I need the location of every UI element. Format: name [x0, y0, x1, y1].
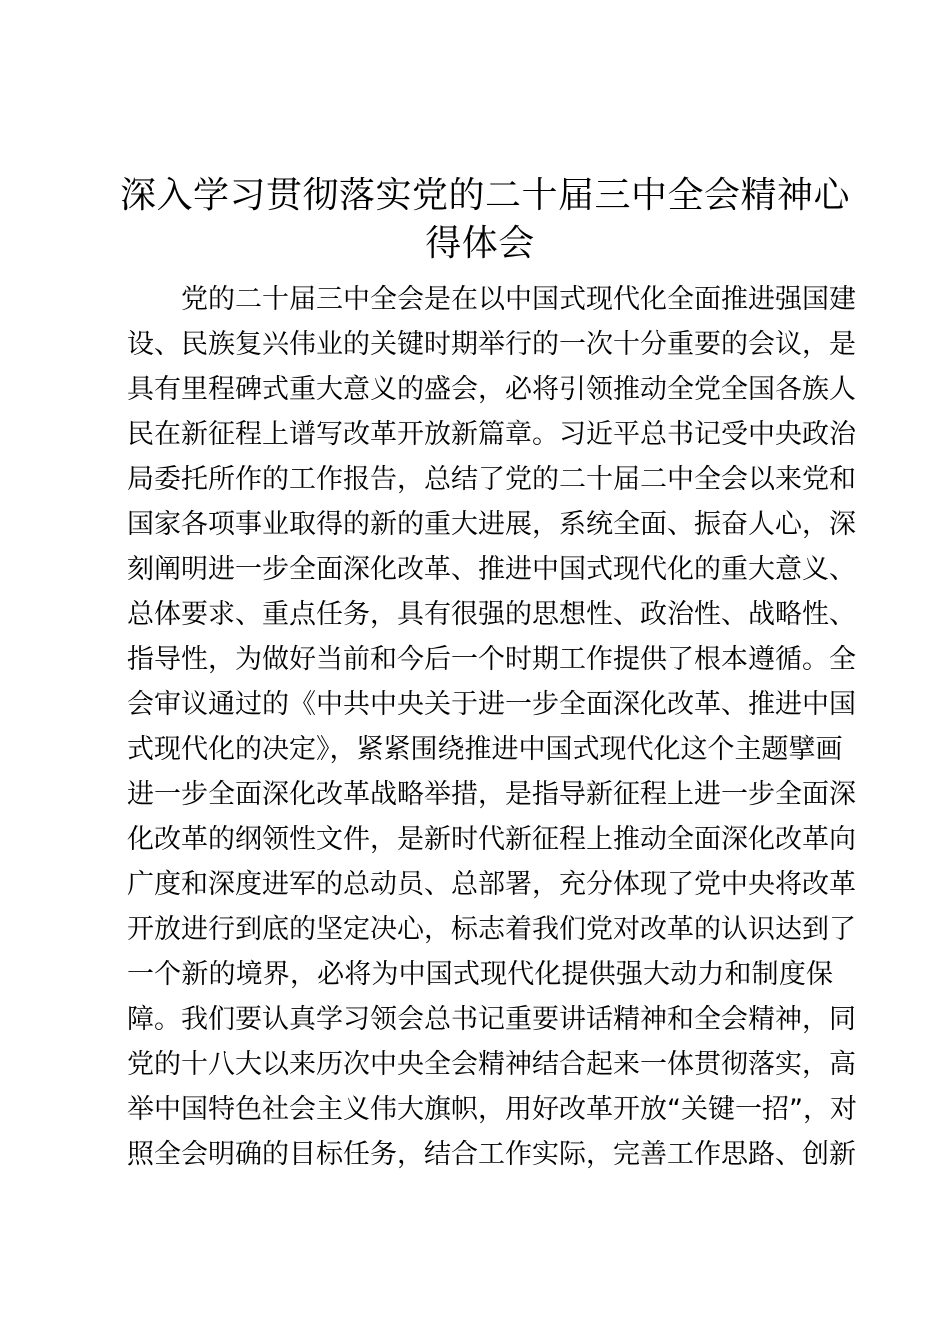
body-line: 障。我们要认真学习领会总书记重要讲话精神和全会精神，同	[127, 1004, 856, 1035]
body-line: 照全会明确的目标任务，结合工作实际，完善工作思路、创新	[127, 1139, 856, 1170]
body-line: 局委托所作的工作报告，总结了党的二十届二中全会以来党和	[127, 464, 856, 495]
body-line: 指导性，为做好当前和今后一个时期工作提供了根本遵循。全	[127, 644, 856, 675]
document-title-line-1: 深入学习贯彻落实党的二十届三中全会精神心	[120, 175, 851, 216]
body-line: 党的十八大以来历次中央全会精神结合起来一体贯彻落实，高	[127, 1049, 856, 1080]
body-line: 民在新征程上谱写改革开放新篇章。习近平总书记受中央政治	[127, 419, 856, 450]
body-line: 国家各项事业取得的新的重大进展，系统全面、振奋人心，深	[127, 509, 856, 540]
body-line: 具有里程碑式重大意义的盛会，必将引领推动全党全国各族人	[127, 374, 856, 405]
document-title-line-2: 得体会	[425, 223, 535, 264]
body-line: 式现代化的决定》，紧紧围绕推进中国式现代化这个主题擘画	[127, 734, 843, 765]
body-line: 总体要求、重点任务，具有很强的思想性、政治性、战略性、	[127, 599, 856, 630]
body-line: 开放进行到底的坚定决心，标志着我们党对改革的认识达到了	[127, 914, 856, 945]
body-line: 进一步全面深化改革战略举措，是指导新征程上进一步全面深	[127, 779, 856, 810]
body-line: 举中国特色社会主义伟大旗帜，用好改革开放“关键一招”，对	[127, 1094, 857, 1125]
body-line: 党的二十届三中全会是在以中国式现代化全面推进强国建	[181, 284, 856, 315]
body-line: 一个新的境界，必将为中国式现代化提供强大动力和制度保	[127, 959, 833, 990]
body-line: 广度和深度进军的总动员、总部署，充分体现了党中央将改革	[127, 869, 856, 900]
body-line: 刻阐明进一步全面深化改革、推进中国式现代化的重大意义、	[127, 554, 856, 585]
body-line: 会审议通过的《中共中央关于进一步全面深化改革、推进中国	[127, 689, 856, 720]
body-line: 化改革的纲领性文件，是新时代新征程上推动全面深化改革向	[127, 824, 856, 855]
body-line: 设、民族复兴伟业的关键时期举行的一次十分重要的会议，是	[127, 329, 856, 360]
